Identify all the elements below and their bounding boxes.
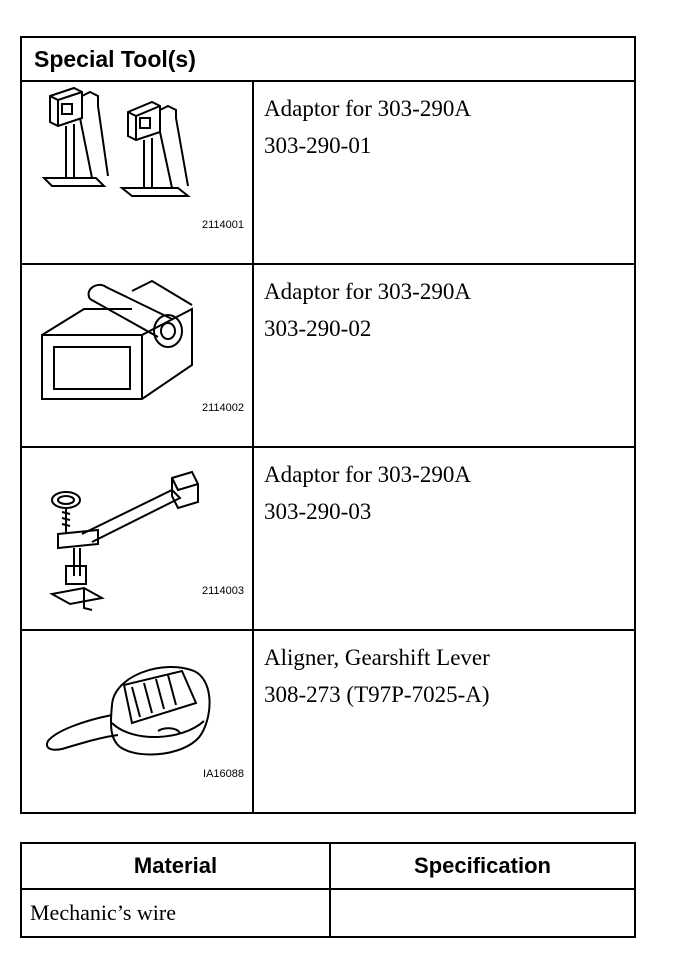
tool-description-cell (253, 447, 635, 630)
tool-description-cell (253, 264, 635, 447)
special-tools-header-row (21, 37, 635, 81)
materials-table (20, 842, 636, 938)
tool-description-cell (253, 81, 635, 264)
tool-number: 303-290-02 (264, 316, 372, 341)
material-cell: Mechanic’s wire (21, 889, 330, 937)
tool-illustration-cell (21, 630, 253, 813)
bracket-adaptors-icon (22, 82, 252, 263)
special-tools-table (20, 36, 636, 814)
tool-number: 303-290-03 (264, 499, 372, 524)
tool-row (21, 264, 635, 447)
material-column-header: Material (21, 843, 330, 889)
tool-name: Adaptor for 303-290A (264, 462, 471, 487)
clamp-bar-adaptor-icon (22, 448, 252, 629)
table-row (21, 889, 635, 937)
tool-illustration-cell (21, 81, 253, 264)
tool-row (21, 447, 635, 630)
tool-illustration-cell (21, 447, 253, 630)
tool-number: 308-273 (T97P-7025-A) (264, 682, 490, 707)
gearshift-aligner-icon (22, 631, 252, 812)
tool-number: 303-290-01 (264, 133, 372, 158)
tool-name: Adaptor for 303-290A (264, 279, 471, 304)
tool-code: 2114003 (201, 585, 244, 597)
tool-name: Adaptor for 303-290A (264, 96, 471, 121)
tool-code: IA16088 (203, 768, 244, 780)
specification-cell (330, 889, 635, 937)
specification-column-header: Specification (330, 843, 635, 889)
tool-description-cell (253, 630, 635, 813)
tool-illustration-cell (21, 264, 253, 447)
tool-code: 2114001 (201, 219, 244, 231)
square-tube-adaptor-icon (22, 265, 252, 446)
tool-code: 2114002 (201, 402, 244, 414)
tool-row (21, 630, 635, 813)
tool-name: Aligner, Gearshift Lever (264, 645, 490, 670)
special-tools-header: Special Tool(s) (21, 37, 635, 81)
materials-header-row (21, 843, 635, 889)
tool-row (21, 81, 635, 264)
